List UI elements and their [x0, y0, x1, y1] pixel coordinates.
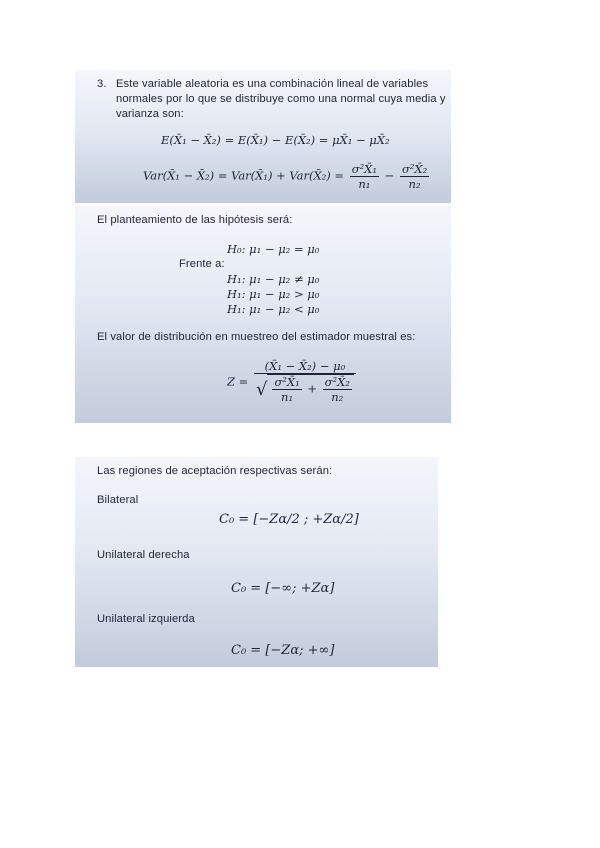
z-den-fraction-2: [323, 375, 352, 404]
left-tailed-formula: C₀ = [−Zα; +∞]: [231, 643, 335, 658]
variance-fraction-1-denominator: n₁: [358, 177, 371, 191]
variance-minus-sign: −: [384, 168, 395, 183]
item-number: 3.: [97, 78, 107, 90]
z-den-fraction-1-denominator: n₁: [281, 390, 294, 404]
bilateral-formula: C₀ = [−Zα/2 ; +Zα/2]: [219, 512, 359, 527]
acceptance-regions-panel: [75, 457, 438, 667]
z-den-fraction-1-numerator: σ²X̄₁: [274, 375, 300, 389]
z-den-fraction-2-denominator: n₂: [331, 390, 344, 404]
z-fraction: [254, 359, 356, 404]
mean-variance-panel: [75, 70, 451, 203]
z-denominator: [254, 374, 356, 404]
variance-fraction-2-numerator: σ²X̄₂: [401, 162, 428, 176]
variance-fraction-2-denominator: n₂: [408, 177, 421, 191]
z-den-fraction-2-numerator: σ²X̄₂: [324, 375, 350, 389]
z-statistic: [227, 359, 358, 404]
variance-fraction-1: [350, 162, 379, 191]
hypotheses-panel: [75, 206, 451, 423]
z-den-fraction-1: [272, 375, 301, 404]
hypotheses-heading: El planteamiento de las hipótesis será:: [97, 214, 293, 226]
alt-hypothesis-less: H₁: μ₁ − μ₂ < μ₀: [227, 302, 320, 316]
null-hypothesis: H₀: μ₁ − μ₂ = μ₀: [227, 242, 320, 256]
statistic-heading: El valor de distribución en muestreo del estimador muestral es:: [97, 331, 416, 343]
alt-hypothesis-greater: H₁: μ₁ − μ₂ > μ₀: [227, 287, 320, 301]
square-root-icon: √: [255, 379, 268, 400]
z-numerator: (X̄₁ − X̄₂) − μ₀: [254, 359, 356, 374]
bilateral-label: Bilateral: [97, 494, 139, 506]
variance-equation-left: Var(X̄₁ − X̄₂) = Var(X̄₁) + Var(X̄₂) =: [143, 168, 345, 183]
variance-fraction-1-numerator: σ²X̄₁: [351, 162, 377, 176]
mean-equation: E(X̄₁ − X̄₂) = E(X̄₁) − E(X̄₂) = μX̄₁ − μX̄₂: [161, 133, 390, 147]
right-tailed-label: Unilateral derecha: [97, 549, 190, 561]
z-left: Z =: [227, 374, 249, 389]
variance-fraction-2: [400, 162, 429, 191]
regions-heading: Las regiones de aceptación respectivas serán:: [97, 465, 333, 477]
frente-label: Frente a:: [179, 258, 225, 270]
alt-hypothesis-two-sided: H₁: μ₁ − μ₂ ≠ μ₀: [227, 272, 320, 286]
z-sqrt-body: [267, 374, 353, 404]
intro-line-1: Este variable aleatoria es una combinación lineal de variables: [116, 78, 429, 90]
z-den-plus: +: [307, 381, 317, 396]
right-tailed-formula: C₀ = [−∞; +Zα]: [231, 581, 335, 596]
intro-line-2: normales por lo que se distribuye como una normal cuya media y: [116, 93, 446, 105]
intro-line-3: varianza son:: [116, 108, 184, 120]
left-tailed-label: Unilateral izquierda: [97, 613, 195, 625]
variance-equation: [143, 162, 431, 191]
